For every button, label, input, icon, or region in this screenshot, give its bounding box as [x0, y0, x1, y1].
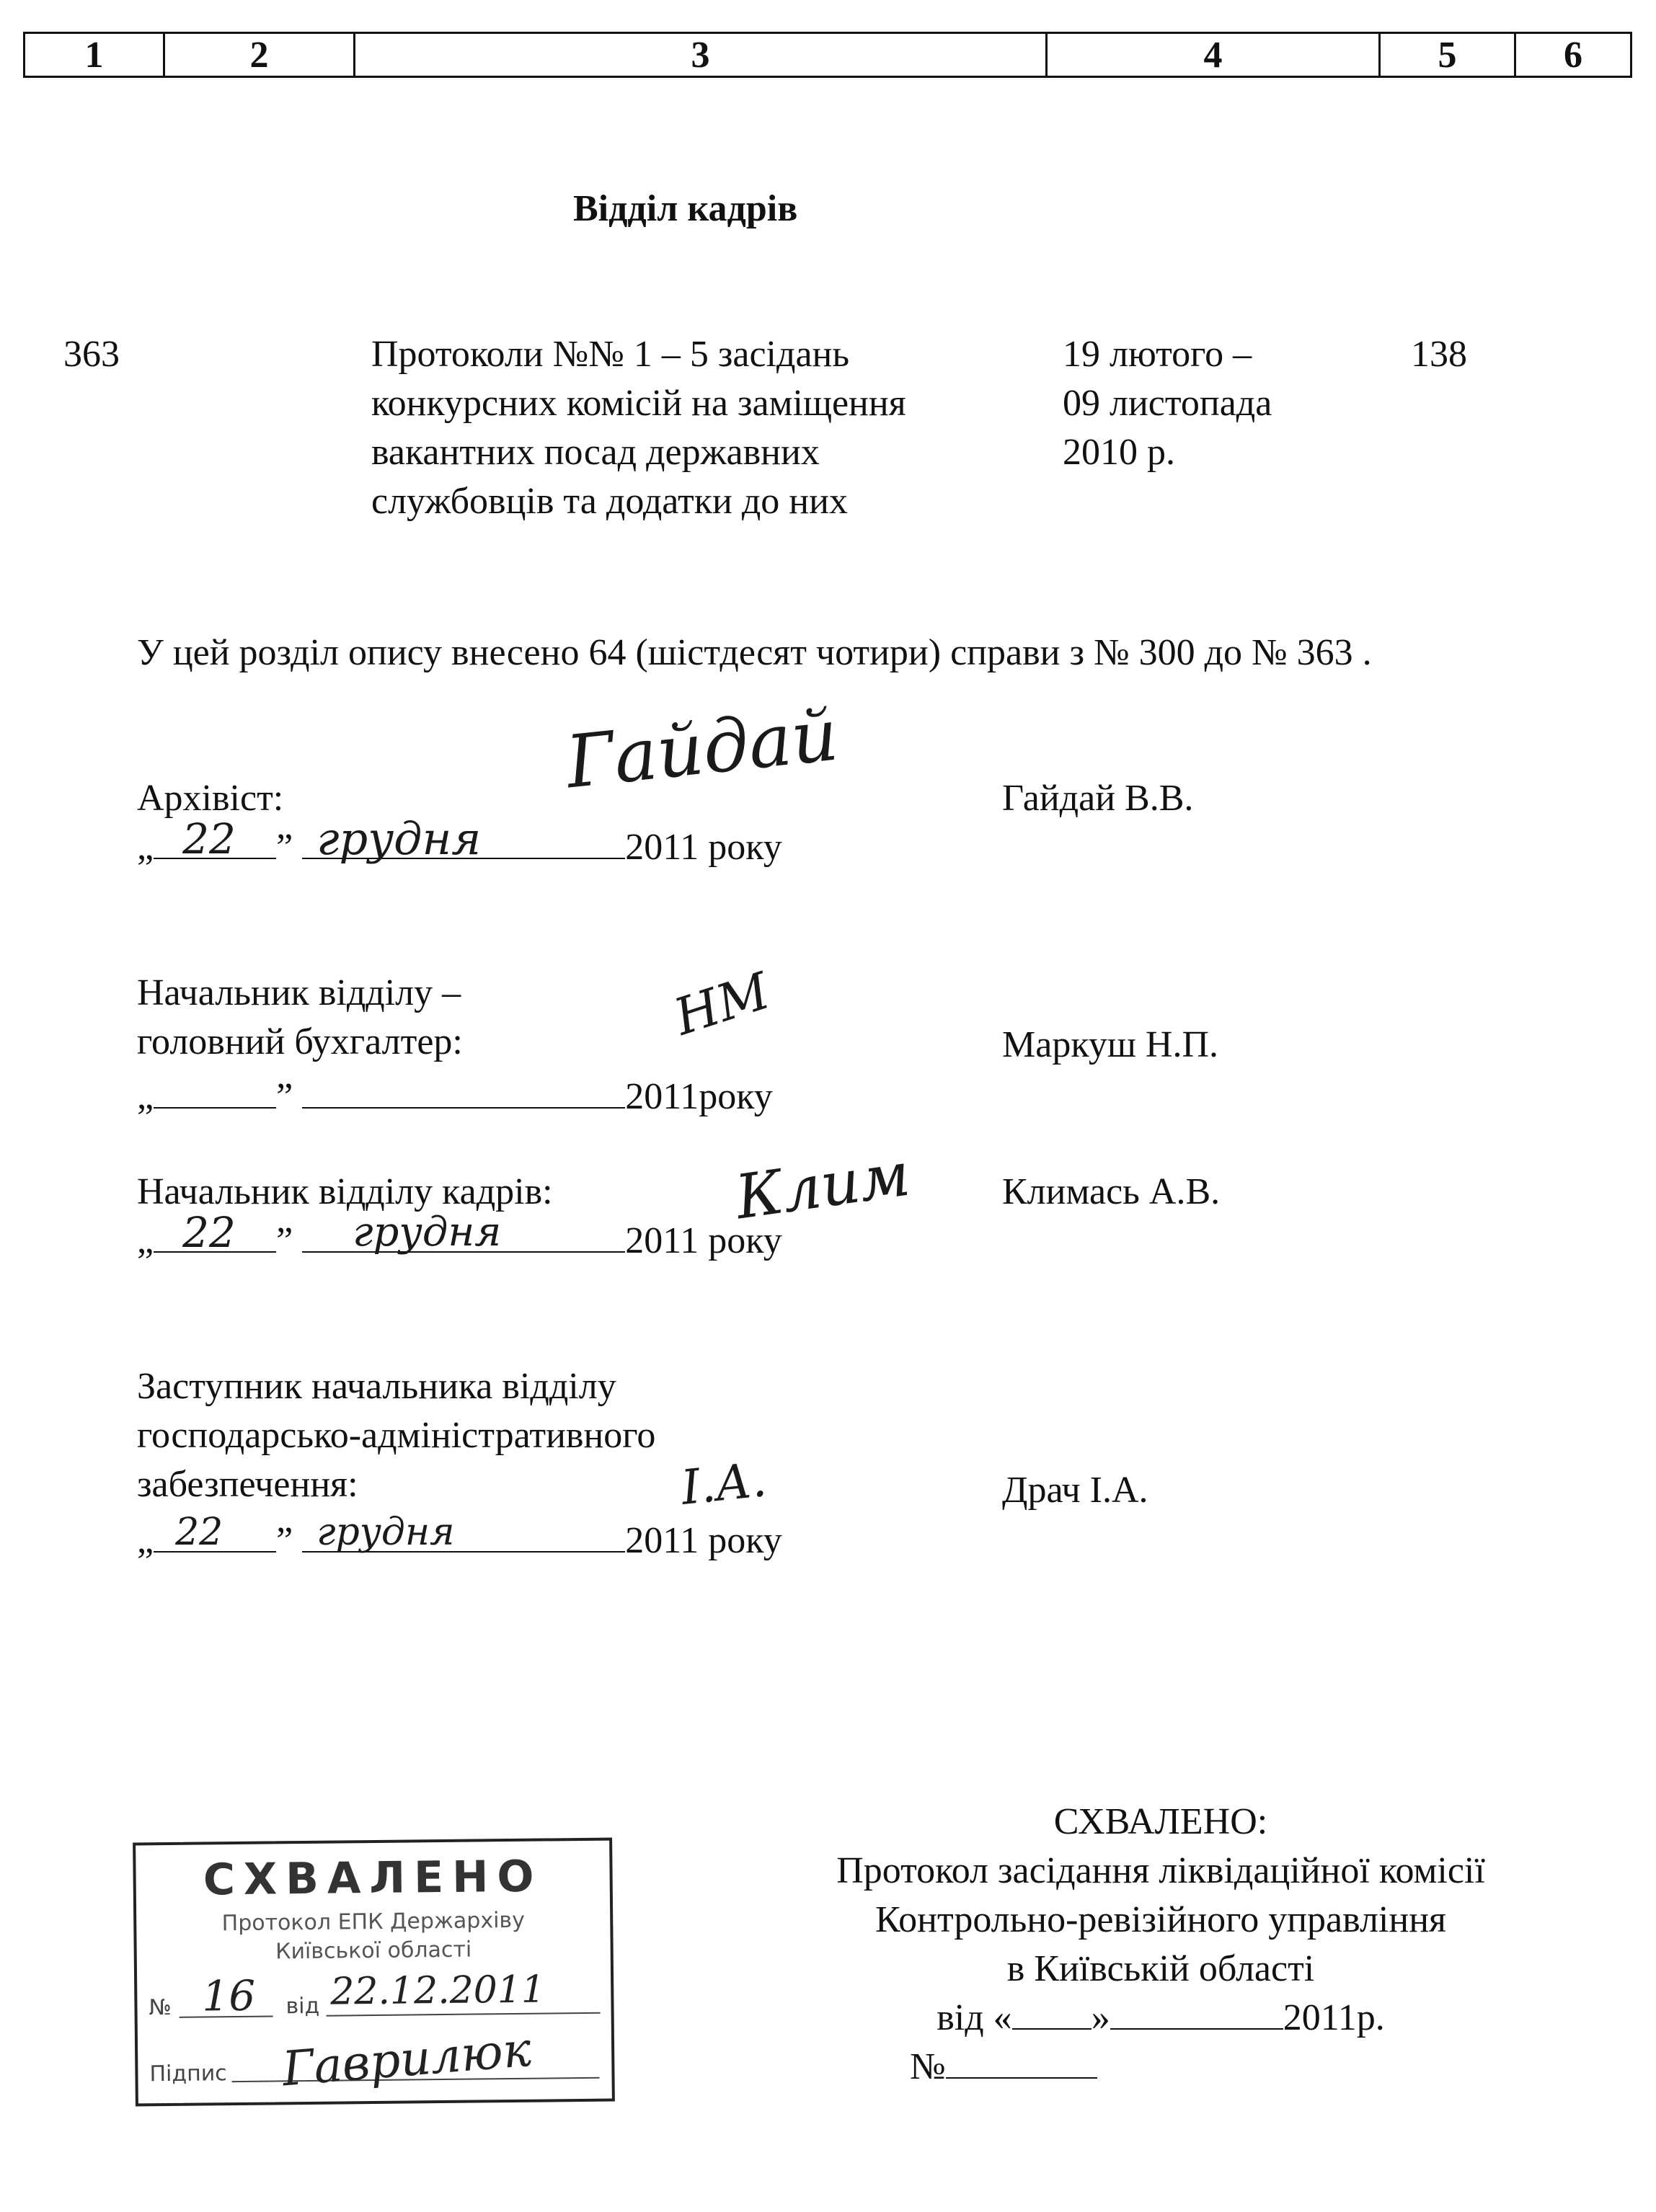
archivist-name: Гайдай В.В.: [1002, 778, 1194, 819]
day-handwritten: 22: [182, 814, 236, 863]
stamp-line: Київської області: [275, 1937, 472, 1965]
approval-line: Протокол засідання ліквідаційної комісії: [836, 1850, 1485, 1891]
month-blank: [302, 1209, 625, 1256]
approval-stamp: [133, 1838, 615, 2107]
month-handwritten: грудня: [316, 1511, 455, 1554]
hr-head-date: „ 22 ” грудня 2011 року: [137, 1208, 782, 1261]
approval-number: [910, 2043, 1097, 2092]
year-text: 2011 року: [625, 1220, 782, 1261]
column-number-header: [23, 32, 1632, 78]
record-title: [371, 330, 906, 526]
summary-text: У цей розділ опису внесено 64 (шістдесят чотири) справи з № 300 до № 363 .: [137, 632, 1372, 673]
day-blank: [154, 1511, 276, 1554]
deputy-role: [137, 1362, 655, 1509]
month-handwritten: грудня: [353, 1209, 502, 1256]
record-pages: 138: [1411, 334, 1467, 375]
section-title: Відділ кадрів: [573, 188, 798, 229]
day-blank: [154, 814, 276, 863]
column-number-6: 6: [1564, 34, 1582, 76]
day-blank: [154, 1208, 276, 1257]
month-blank: [302, 1074, 625, 1109]
deputy-name: Драч І.А.: [1002, 1470, 1148, 1511]
stamp-date-value: 22.12.2011: [329, 1968, 546, 2014]
approval-number-blank: [946, 2044, 1097, 2079]
archivist-signature: Гайдай: [562, 692, 842, 805]
hr-head-name: Климась А.В.: [1002, 1171, 1221, 1212]
hr-head-role: Начальник відділу кадрів:: [137, 1171, 553, 1212]
stamp-line: Протокол ЕПК Держархіву: [221, 1907, 526, 1937]
approval-date: [764, 1994, 1557, 2043]
record-title-line: Протоколи №№ 1 – 5 засідань: [371, 334, 850, 375]
role-line: Заступник начальника відділу: [137, 1366, 616, 1407]
accountant-date: „ ” 2011року: [137, 1072, 773, 1121]
archivist-role: Архівіст:: [137, 778, 284, 819]
approval-title: СХВАЛЕНО:: [1053, 1801, 1268, 1842]
stamp-date-label: від: [285, 1993, 320, 2020]
approval-line: Контрольно-ревізійного управління: [875, 1899, 1446, 1940]
approval-month-blank: [1110, 1995, 1283, 2030]
month-blank: [302, 1511, 625, 1554]
role-line: забезпечення:: [137, 1464, 358, 1505]
record-dates: [1063, 330, 1272, 477]
role-line: головний бухгалтер:: [137, 1021, 463, 1062]
archivist-date: „ 22 ” грудня 2011 року: [137, 812, 782, 868]
approval-date-suffix: 2011р.: [1283, 1997, 1385, 2038]
year-text: 2011 року: [625, 1520, 782, 1561]
deputy-date: „ 22 ” грудня 2011 року: [137, 1516, 782, 1565]
accountant-role: [137, 969, 463, 1067]
stamp-sign-label: Підпис: [149, 2061, 227, 2087]
deputy-signature: І.А.: [678, 1452, 769, 1516]
day-blank: [154, 1074, 276, 1109]
hr-head-signature: Клим: [731, 1138, 914, 1233]
stamp-number-value: 16: [201, 1971, 256, 2021]
approval-date-prefix: від «: [937, 1997, 1012, 2038]
record-date-line: 19 лютого –: [1063, 334, 1252, 375]
approval-line: в Київській області: [1006, 1948, 1315, 1989]
record-title-line: вакантних посад державних: [371, 432, 820, 473]
record-date-line: 09 листопада: [1063, 383, 1272, 424]
month-handwritten: грудня: [316, 812, 482, 865]
day-handwritten: 22: [175, 1511, 223, 1554]
role-line: господарсько-адміністративного: [137, 1415, 656, 1456]
year-text: 2011року: [625, 1076, 773, 1117]
accountant-name: Маркуш Н.П.: [1002, 1024, 1218, 1065]
approval-number-prefix: №: [910, 2046, 946, 2087]
stamp-number-label: №: [149, 1994, 172, 2021]
column-number-1: 1: [25, 34, 165, 76]
column-number-2: 2: [165, 34, 355, 76]
approval-day-blank: [1012, 1995, 1092, 2030]
record-number: 363: [63, 334, 120, 375]
month-blank: [302, 812, 625, 865]
record-date-line: 2010 р.: [1063, 432, 1175, 473]
column-number-5: 5: [1381, 34, 1516, 76]
column-number-3: 3: [355, 34, 1048, 76]
year-text: 2011 року: [625, 827, 782, 868]
role-line: Начальник відділу –: [137, 972, 461, 1013]
column-number-4: 4: [1048, 34, 1381, 76]
record-title-line: службовців та додатки до них: [371, 481, 848, 522]
stamp-title: СХВАЛЕНО: [203, 1851, 543, 1906]
approval-date-mid: »: [1091, 1997, 1110, 2038]
record-title-line: конкурсних комісій на заміщення: [371, 383, 906, 424]
accountant-signature: НМ: [667, 961, 777, 1047]
stamp-signature: Гаврилюк: [280, 2021, 533, 2097]
day-handwritten: 22: [182, 1208, 236, 1257]
